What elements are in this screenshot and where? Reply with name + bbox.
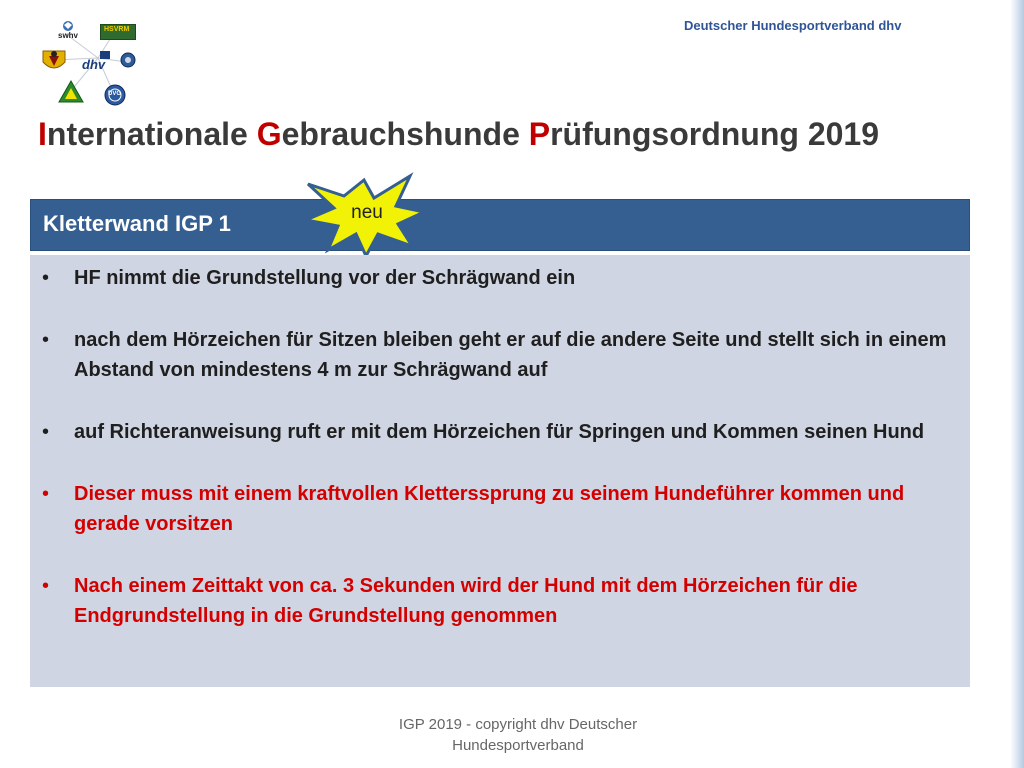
swhv-logo-text: swhv (58, 31, 79, 40)
bullet-marker: • (42, 483, 50, 505)
crest-logo (40, 48, 68, 74)
title-word-2: ebrauchshunde (281, 116, 529, 152)
dhv-logo-text: dhv (82, 57, 106, 72)
triangle-logo (58, 80, 84, 104)
slide-edge-decoration (1010, 0, 1024, 768)
title-initial-1: I (38, 116, 47, 152)
slide-footer (368, 714, 668, 756)
swhv-logo (52, 20, 84, 40)
title-initial-3: P (528, 116, 551, 152)
bullet-item (30, 263, 970, 293)
bullet-item (30, 417, 970, 447)
section-heading: Kletterwand IGP 1 (43, 211, 231, 236)
title-initial-2: G (256, 116, 282, 152)
bullet-list (30, 263, 970, 663)
new-badge-label: neu (351, 202, 383, 223)
hsvrm-logo-text: HSVRM (104, 26, 130, 33)
organization-name: Deutscher Hundesportverband dhv (684, 18, 902, 33)
bullet-text: Dieser muss mit einem kraftvollen Kletterssprung zu seinem Hundeführer kommen und gerade vorsitzen (74, 483, 905, 535)
hsvrm-logo (100, 24, 136, 40)
bullet-marker: • (42, 267, 50, 289)
title-word-3: rüfungsordnung 2019 (550, 116, 879, 152)
bullet-marker: • (42, 421, 50, 443)
bullet-text: auf Richteranweisung ruft er mit dem Hörzeichen für Springen und Kommen seinen Hund (74, 421, 925, 443)
logo-cluster (0, 0, 160, 112)
section-header (30, 199, 970, 251)
bullet-text: nach dem Hörzeichen für Sitzen bleiben geht er auf die andere Seite und stellt sich in einem Abstand von mindestens 4 m zur Schrägwand auf (74, 329, 947, 381)
page-title (38, 116, 879, 153)
dhv-logo (80, 50, 112, 74)
dvg-logo (104, 84, 126, 106)
bullet-item (30, 325, 970, 385)
round-badge-logo (120, 52, 136, 68)
footer-line-2: Hundesportverband (452, 737, 584, 754)
bullet-text: HF nimmt die Grundstellung vor der Schrägwand ein (74, 267, 576, 289)
footer-line-1: IGP 2019 - copyright dhv Deutscher (398, 716, 638, 733)
content-box (30, 255, 970, 687)
bullet-item (30, 571, 970, 631)
bullet-marker: • (42, 329, 50, 351)
dvg-logo-text: DVG (108, 91, 122, 97)
title-word-1: nternationale (46, 116, 257, 152)
bullet-marker: • (42, 575, 50, 597)
bullet-item (30, 479, 970, 539)
bullet-text: Nach einem Zeittakt von ca. 3 Sekunden wird der Hund mit dem Hörzeichen für die Endgrundstellung in die Grundstellung genommen (74, 575, 858, 627)
